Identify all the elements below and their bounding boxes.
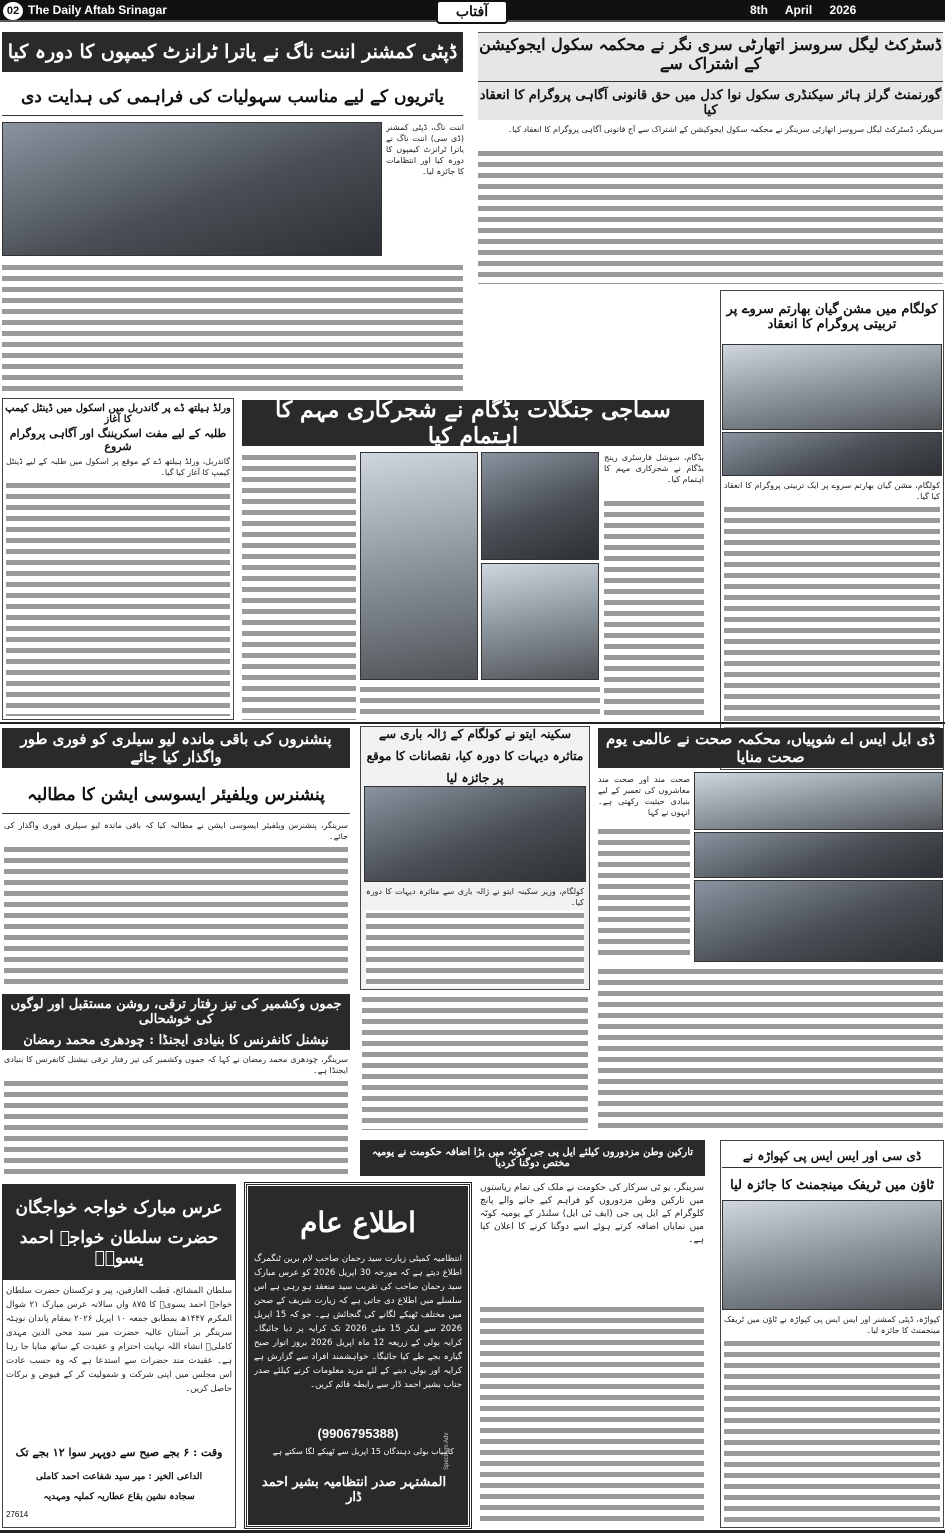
agency-credit: Spectrum Adv	[444, 1432, 450, 1470]
headline-pensioners: پنشنروں کی باقی ماندہ لیو سیلری کو فوری طور واگذار کیا جائے	[2, 728, 350, 768]
headline-text: ڈسٹرکٹ لیگل سروسز اتھارٹی سری نگر نے محکمہ سکول ایجوکیشن کے اشتراک سے	[479, 35, 942, 73]
urs-headline: عرس مبارک خواجہ خواجگان	[15, 1197, 223, 1218]
urs-signatory: الداعی الخیر : میر سید شفاعت احمد کاملی	[35, 1472, 203, 1482]
article-lede: کولگام، مشن گیان بھارتم سروے پر ایک تربیتی پروگرام کا انعقاد کیا گیا۔	[724, 481, 940, 501]
urs-notice-body: سلطان المشائخ، قطب العارفین، پیر و ترکستان حضرت سلطان خواجہ احمد یسویؒ کا ۸۷۵ واں سالانہ عرس مبارک ۲۱ شوال المکرم ۱۴۴۷ھ بمطابق جمعہ ۱۰ اپریل ۲۰۲۶ بمقام پاندان نوہٹہ سرینگر بر آستان عالیہ حضرت میر سید محی الدین مہدی کاملیؒ انشاء اللہ نہایت احترام و عقیدت کے ساتھ منایا جا رہا ہے۔ عقیدت مند حضرات سے استدعا ہے کہ وہ حسب عادت اس مجلس میں اپنی شرکت و شمولیت کر کے فیوض و برکات حاصل کریں۔	[6, 1286, 232, 1394]
public-notice-phone: (9906795388)	[317, 1426, 399, 1441]
article-lede: بڈگام، سوشل فارسٹری رینج بڈگام نے شجرکاری مہم کا اہتمام کیا۔	[604, 453, 704, 484]
article-body-nc	[4, 1078, 348, 1174]
article-body-world-health-day	[6, 480, 230, 716]
photo-health-day-audience	[694, 832, 943, 878]
ad-code: 27614	[6, 1510, 29, 1519]
article-body-social-forestry-3	[360, 684, 600, 720]
public-notice-heading: اطلاع عام	[300, 1205, 416, 1239]
article-body-migrant-workers	[480, 1304, 704, 1526]
article-lede: سرینگر، یو ٹی سرکار کی حکومت نے ملک کی تمام ریاستوں میں تارکین وطن مزدوروں کو فراہم کیے جانے والے پانچ کلوگرام کے ایل پی جی (ایف ٹی ایل) سلنڈر کے یومیہ کوٹہ میں نمایاں اضافہ کرتے ہوئے اسے دوگنا کرنے کا اعلان کیا ہے۔	[480, 1183, 704, 1245]
photo-plantation-drive	[360, 452, 478, 680]
subhead-text: گورنمنٹ گرلز ہائر سیکنڈری سکول نوا کدل میں حق قانونی آگاہی پروگرام کا انعقاد کیا	[478, 81, 943, 118]
page-number: 02	[3, 2, 23, 20]
photo-sakina-itoo-visit	[364, 786, 586, 882]
public-notice-footer: کامیاب بولی دہندگان 15 اپریل سے ٹھیکے لگا سکتے ہے	[272, 1447, 454, 1456]
article-lede: کپواڑہ، ڈپٹی کمشنر اور ایس ایس پی کپواڑہ نے ٹاؤن میں ٹریفک مینجمنٹ کا جائزہ لیا۔	[724, 1315, 940, 1335]
subhead-text: تربیتی پروگرام کا انعقاد	[767, 317, 897, 332]
article-body-pensioners	[4, 844, 348, 986]
article-lede: سرینگر، ڈسٹرکٹ لیگل سروسز اتھارٹی سرینگر نے محکمہ سکول ایجوکیشن کے اشتراک سے آج قانونی آگاہی پروگرام کا انعقاد کیا۔	[507, 125, 943, 134]
article-lede: گاندربل، ورلڈ ہیلتھ ڈے کے موقع پر اسکول میں طلبہ کے لیے ڈینٹل کیمپ کا آغاز کیا گیا۔	[6, 457, 230, 477]
headline-kupwara-traffic: ڈی سی اور ایس ایس پی کپواڑہ نے	[722, 1144, 942, 1168]
photo-dc-anantnag-visit	[2, 122, 382, 256]
photo-kulgam-gathering	[722, 432, 942, 476]
urs-subhead: حضرت سلطان خواجہ احمد یسویؒ	[19, 1227, 219, 1268]
urs-signatory-title: سجادہ نشین بقاع عطاریہ کملیہ ومہدیہ	[43, 1492, 195, 1502]
article-body-dlsa-shopian-2	[598, 966, 943, 1132]
article-body-dlsa-srinagar	[478, 148, 943, 284]
article-body-social-forestry	[242, 452, 356, 720]
article-body-kupwara	[724, 1338, 940, 1524]
article-lede: سرینگر، چودھری محمد رمضان نے کہا کہ جموں وکشمیر کی تیز رفتار ترقی نیشنل کانفرنس کا بنیادی ایجنڈا ہے۔	[4, 1055, 348, 1075]
article-body-social-forestry-2	[604, 498, 704, 720]
issue-date: 8th April 2026	[750, 3, 857, 17]
photo-plantation-students	[481, 563, 599, 680]
photo-plantation-officials	[481, 452, 599, 560]
urs-notice-heading	[2, 1184, 236, 1280]
article-text: اننت ناگ، ڈپٹی کمشنر (ڈی سی) اننت ناگ نے یاترا ٹرانزٹ کیمپوں کا دورہ کیا اور انتظامات کا جائزہ لیا۔	[386, 123, 464, 176]
photo-health-day-officials	[694, 880, 943, 962]
subhead-kupwara-traffic: ٹاؤن میں ٹریفک مینجمنٹ کا جائزہ لیا	[730, 1177, 934, 1193]
headline-dc-anantnag: ڈپٹی کمشنر اننت ناگ نے یاترا ٹرانزٹ کیمپوں کا دورہ کیا	[2, 32, 463, 72]
photo-health-day-meeting	[694, 772, 943, 830]
subhead-text: نیشنل کانفرنس کا بنیادی ایجنڈا : چودھری محمد رمضان	[23, 1032, 329, 1048]
public-notice-body: انتظامیہ کمیٹی زیارت سید رحمان صاحب لام برین ٹنگمرگ اطلاع دیتے ہے کہ مورخہ 30 اپریل 2026 کو عرس مبارک سید رحمان صاحب کی تقریب سید منعقد ہو رہی ہے اس سلسلے میں اطلاع دی جاتی ہے کہ زیارت شریف کے صحن میں مختلف ٹھیکے لگانے کی گنجائش ہے۔ جو کہ 15 اپریل 2026 سے لیکر 15 مئی 2026 تک کرایہ پر دیا جائیگا۔ کرایہ بولی کے زریعہ 12 ماہ اپریل 2026 بروز اتوار صبح گیارہ بجے طے کیا جائیگا۔ خواہشمند افراد سے گزارش ہے کرایہ اور بولی دینے کے لئے مزید معلومات کرنے کیلئے صدر جناب بشیر احمد ڈار سے رابطہ قائم کریں۔	[254, 1254, 462, 1390]
headline-text: جموں وکشمیر کی تیز رفتار ترقی، روشن مستقبل اور لوگوں کی خوشحالی	[10, 996, 342, 1027]
article-lede: صحت مند اور صحت مند معاشروں کی تعمیر کے لیے بنیادی حیثیت رکھتی ہے۔ انہوں نے کہا	[598, 775, 690, 817]
headline-migrant-workers: تارکین وطن مزدوروں کیلئے ایل پی جی کوٹہ میں بڑا اضافہ حکومت نے یومیہ مختص دوگنا کردیا	[360, 1140, 705, 1176]
urs-time: وقت : ۶ بجے صبح سے دوپہر سوا ۱۲ بجے تک	[15, 1445, 223, 1459]
subhead-dc-anantnag: یاتریوں کے لیے مناسب سہولیات کی فراہمی کی ہدایت دی	[2, 78, 463, 116]
article-body-sakina-itoo-2	[362, 994, 588, 1130]
article-lede: کولگام، وزیر سکینہ ایتو نے ژالہ باری سے متاثرہ دیہات کا دورہ کیا۔	[366, 887, 584, 907]
photo-kulgam-group	[722, 344, 942, 430]
article-body-sakina-itoo	[366, 910, 584, 986]
headline-text: کولگام میں مشن گیان بھارتم سروے پر	[726, 302, 938, 317]
article-body-dc-anantnag	[2, 262, 463, 392]
subhead-pensioners: پنشنرس ویلفیئر ایسوسی ایشن کا مطالبہ	[2, 776, 350, 814]
article-lede: سرینگر، پنشنرس ویلفیئر ایسوسی ایشن نے مطالبہ کیا کہ باقی ماندہ لیو سیلری فوری واگذار کی جائے۔	[4, 821, 348, 841]
article-body-dlsa-shopian	[598, 826, 690, 960]
paper-name: The Daily Aftab Srinagar	[28, 3, 167, 17]
headline-kulgam-mission	[722, 292, 942, 342]
subhead-world-health-day: طلبہ کے لیے مفت اسکریننگ اور آگاہی پروگرام شروع	[9, 427, 227, 453]
headline-dlsa-srinagar	[478, 32, 943, 120]
headline-social-forestry: سماجی جنگلات بڈگام نے شجرکاری مہم کا اہتمام کیا	[242, 400, 704, 446]
newspaper-logo: آفتاب	[436, 0, 508, 24]
photo-kupwara-officials	[722, 1200, 942, 1310]
headline-sakina-itoo: سکینہ ایتو نے کولگام کے ژالہ باری سے متاثرہ دیہات کا دورہ کیا، نقصانات کا موقع پر جائزہ لیا	[366, 727, 584, 785]
headline-world-health-day: ورلڈ ہیلتھ ڈے پر گاندربل میں اسکول میں ڈینٹل کیمپ کا آغاز	[5, 403, 231, 425]
public-notice-signatory: المشتہر صدر انتظامیہ بشیر احمد ڈار	[261, 1475, 447, 1505]
headline-dlsa-shopian: ڈی ایل ایس اے شوپیاں، محکمہ صحت نے عالمی یوم صحت منایا	[598, 728, 943, 768]
headline-nc-chaudhary	[2, 994, 350, 1050]
article-body-kulgam	[724, 504, 940, 766]
